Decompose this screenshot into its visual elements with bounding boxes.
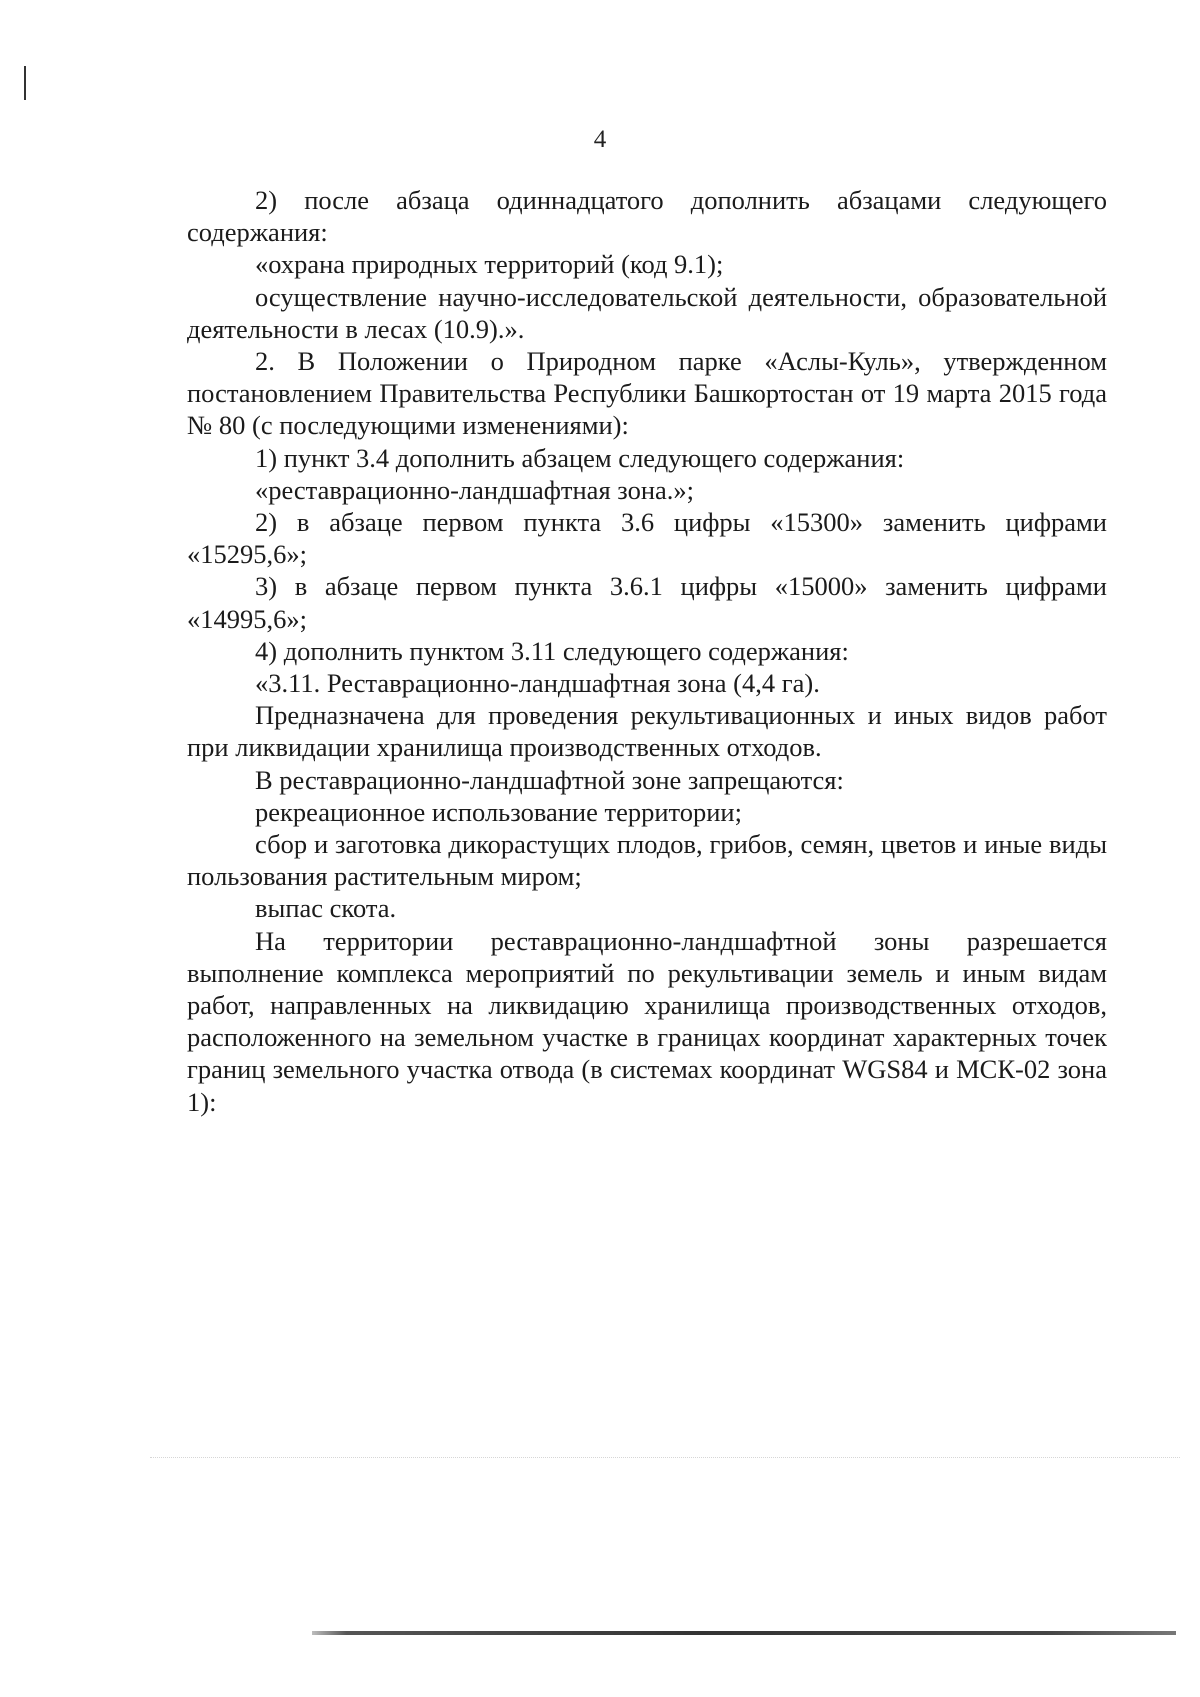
paragraph-prohibition-gathering: сбор и заготовка дикорастущих плодов, грибов, семян, цветов и иные виды пользования растительным миром; (187, 829, 1107, 892)
paragraph-zone-heading: «3.11. Реставрационно-ландшафтная зона (4,4 га). (255, 668, 820, 699)
scan-artifact-dots (150, 1457, 1180, 1458)
scan-artifact-bar (312, 1631, 1176, 1635)
paragraph-prohibition-recreation: рекреационное использование территории; (255, 796, 742, 827)
paragraph-item-3-6: 2) в абзаце первом пункта 3.6 цифры «15300» заменить цифрами «15295,6»; (187, 507, 1107, 570)
paragraph-item-3-4: 1) пункт 3.4 дополнить абзацем следующего содержания: (255, 442, 905, 473)
paragraph-amendment-item-2: 2) после абзаца одиннадцатого дополнить абзацами следующего содержания: (187, 185, 1107, 248)
paragraph-prohibitions-intro: В реставрационно-ландшафтной зоне запрещаются: (255, 764, 844, 795)
paragraph-item-3-11: 4) дополнить пунктом 3.11 следующего содержания: (255, 635, 849, 666)
document-body (187, 184, 1107, 1118)
paragraph-item-3-6-1: 3) в абзаце первом пункта 3.6.1 цифры «15000» заменить цифрами «14995,6»; (187, 571, 1107, 634)
scan-margin-mark (24, 66, 26, 100)
paragraph-prohibition-grazing: выпас скота. (255, 893, 397, 924)
paragraph-park-regulation: 2. В Положении о Природном парке «Аслы-Куль», утвержденном постановлением Правительства Республики Башкортостан от 19 марта 2015 года № 80 (с последующими изменениями): (187, 346, 1107, 441)
paragraph-research-activity: осуществление научно-исследовательской деятельности, образовательной деятельности в лесах (10.9).». (187, 281, 1107, 344)
paragraph-quote-nature-protection: «охрана природных территорий (код 9.1); (255, 249, 724, 280)
page-number: 4 (593, 126, 607, 153)
paragraph-permitted-works: На территории реставрационно-ландшафтной зоны разрешается выполнение комплекса мероприятий по рекультивации земель и иным видам работ, направленных на ликвидацию хранилища производственных отходов, расположенного на земельном участке в границах координат характерных точек границ земельного участка отвода (в системах координат WGS84 и МСК-02 зона 1): (187, 925, 1107, 1117)
paragraph-zone-purpose: Предназначена для проведения рекультивационных и иных видов работ при ликвидации хранилища производственных отходов. (187, 700, 1107, 763)
paragraph-zone-quote: «реставрационно-ландшафтная зона.»; (255, 474, 694, 505)
